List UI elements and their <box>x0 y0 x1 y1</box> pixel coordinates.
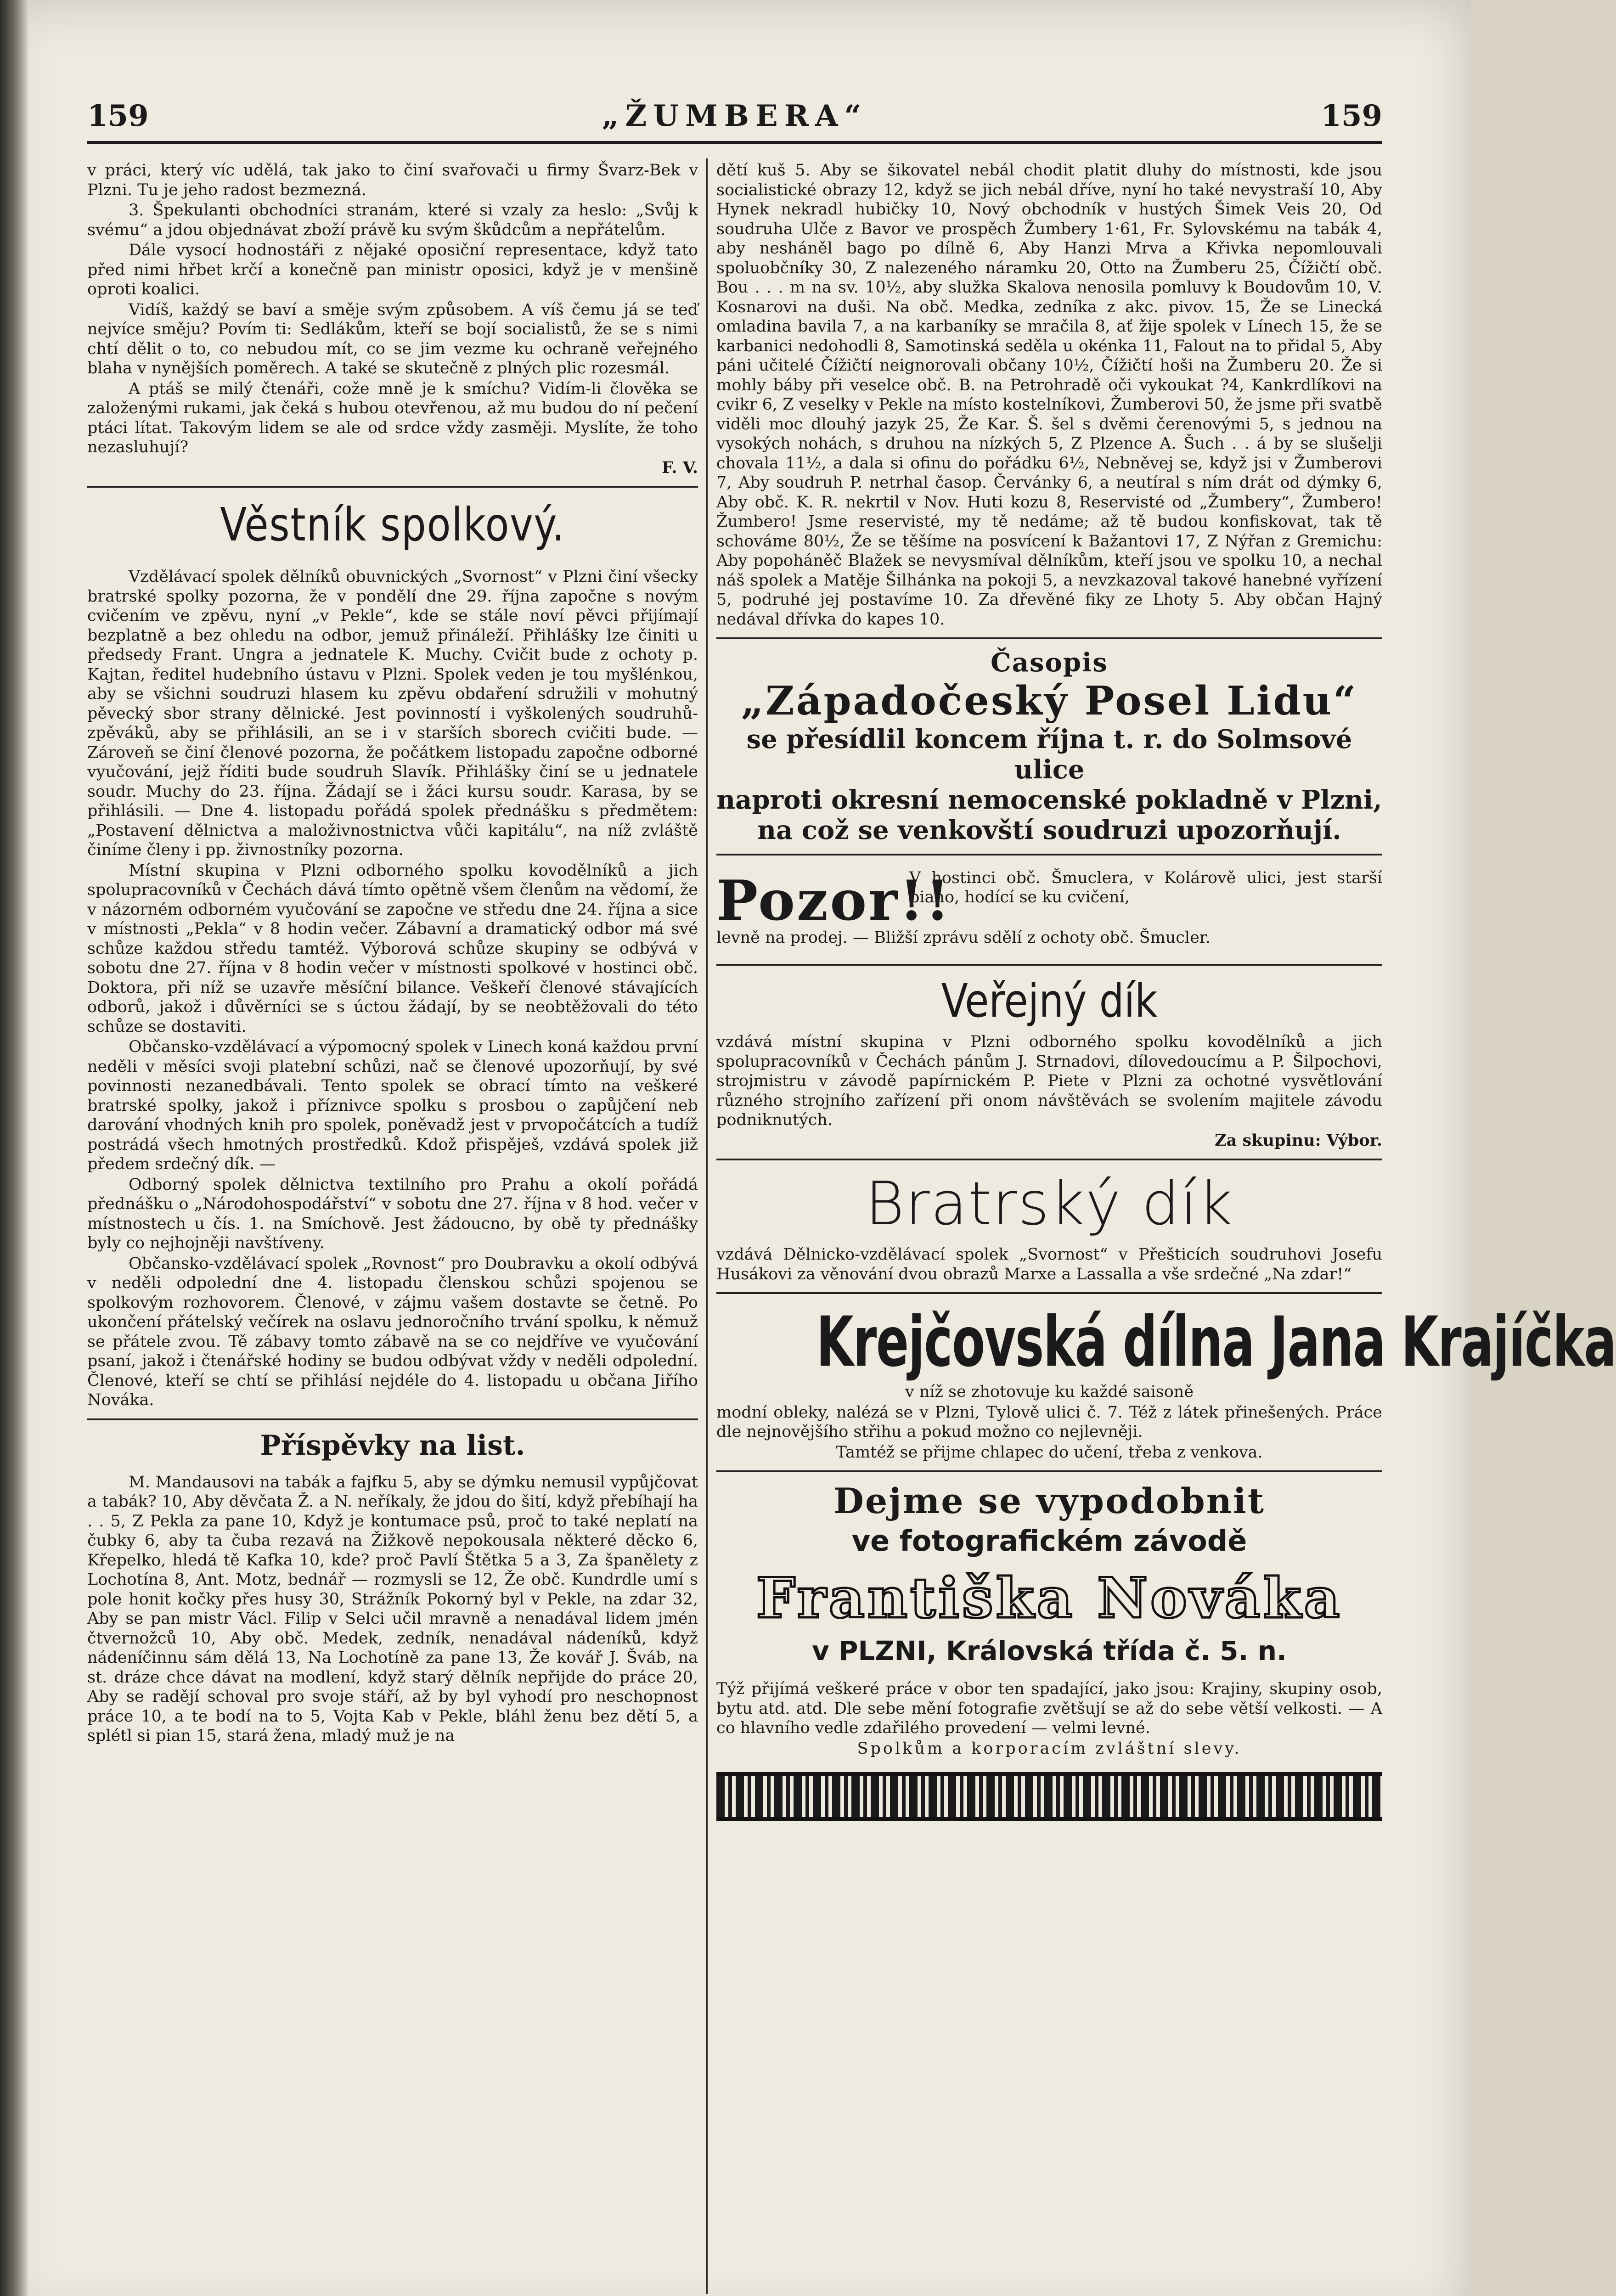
page-number-right: 159 <box>1321 99 1382 133</box>
section-rule <box>716 1159 1382 1160</box>
section-rule <box>716 637 1382 639</box>
page-header <box>87 99 1382 149</box>
section-rule <box>716 1292 1382 1294</box>
intro-paragraph: 3. Špekulanti obchodníci stranám, které si vzaly za heslo: „Svůj k svému“ a jdou objednávat zboží právě ku svým škůdcům a nepřátelům. <box>87 201 698 239</box>
intro-paragraph: A ptáš se milý čtenáři, cože mně je k smíchu? Vidím-li člověka se založenými rukami, jak čeká s hubou otevřenou, až mu budou do ní pečení ptáci lítat. Takovým lidem se ale od srdce vždy zasměji. Myslíte, že toho nezasluhují? <box>87 379 698 456</box>
foto-headline: Dejme se vypodobnit <box>833 1480 1265 1521</box>
casopis-name: „Západočeský Posel Lidu“ <box>741 678 1358 724</box>
casopis-line: naproti okresní nemocenské pokladně v Plzni, <box>716 785 1382 815</box>
column-divider <box>706 158 708 2294</box>
section-rule <box>716 854 1382 855</box>
page-edge-shadow <box>0 0 28 2296</box>
vestnik-item: Místní skupina v Plzni odborného spolku kovodělníků a jich spolupracovníků v Čechách dává tímto opětně všem členům na vědomí, že v názorném odborném vyučování se započne ve středu dne 24. října a sice v místnosti „Pekla“ v 8 hodin večer. Zábavní a dramatický odbor má své schůze každou středu tamtéž. Výborová schůze skupiny se odbývá v sobotu dne 27. října v 8 hodin večer v místnosti spolkové v hostinci obč. Doktora, při níž se uzavře měsíční bilance. Veškeří členové stávajících odborů, jakož i důvěrníci se s úctou žádají, by se neobtěžovali do této schůze se dostaviti. <box>87 861 698 1036</box>
vestnik-item: Občansko-vzdělávací a výpomocný spolek v Linech koná každou první neděli v měsíci svoji platební schůzi, nač se členové upozorňují, by své povinnosti nezanedbávali. Tento spolek se obrací tímto na veškeré bratrské spolky, jakož i příznivce spolku s prosbou o zapůjčení neb darování vhodných knih pro spolek, poněvadž jest v prvopočátcích a tudíž postrádá všech hmotných prostředků. Kdož přispěješ, vzdává spolek již předem srdečný dík. — <box>87 1038 698 1173</box>
foto-text: Týž přijímá veškeré práce v obor ten spadající, jako jsou: Krajiny, skupiny osob, bytu atd. atd. Dle sebe mění fotografie zvětšují se až do sebe větší velkosti. — A co hlavního vedle zdařilého provedení — velmi levné. <box>716 1680 1382 1737</box>
krejcovska-line: Tamtéž se přijme chlapec do učení, třeba z venkova. <box>836 1443 1263 1462</box>
casopis-line: se přesídlil koncem října t. r. do Solmsové ulice <box>746 724 1352 785</box>
vestnik-item: Odborný spolek dělnictva textilního pro Prahu a okolí pořádá přednášku o „Národohospodářství“ v sobotu dne 27. října v 8 hod. večer v místnostech u čís. 1. na Smíchově. Jest žádoucno, by obě ty přednášky byly co nejhojněji navštíveny. <box>87 1175 698 1252</box>
vestnik-item: Vzdělávací spolek dělníků obuvnických „Svornost“ v Plzni činí všecky bratrské spolky pozorna, že v pondělí dne 29. října započne s novým cvičením ve zpěvu, nyní „v Pekle“, kde se stále noví pěvci přijímají bezplatně a bez ohledu na odbor, jemuž přináleží. Přihlášky lze činiti u předsedy Frant. Ungra a jednatele K. Muchy. Cvičit bude z ochoty p. Kajtan, ředitel hudebního ústavu v Plzni. Spolek veden je tou myšlénkou, aby se všichni soudruzi hlasem ku zpěvu obdaření sdružili v mohutný pěvecký sbor strany dělnické. Jest povinností i vyškolených soudruhů-zpěváků, aby se přihlásili, an se i v starších sborech cvičiti bude. — Zároveň se činí členové pozorna, že počátkem listopadu započne odborné vyučování, jejž říditi bude soudruh Slavík. Přihlášky činí se u jednatele soudr. Muchy do 23. října. Žádají se i žáci kursu soudr. Karasa, by se přihlásili. — Dne 4. listopadu pořádá spolek přednášku s předmětem: „Postavení dělnictva a maloživnostnictva vůči kapitálu“, na níž zvláště činíme členy i pp. živnostníky pozorna. <box>87 568 698 859</box>
pozor-text: V hostinci obč. Šmuclera, v Kolárově ulici, jest starší piano, hodící se ku cvičení, <box>909 869 1382 906</box>
foto-studio-name: Františka Nováka <box>756 1566 1343 1631</box>
bratrsky-dik-text: vzdává Dělnicko-vzdělávací spolek „Svornost“ v Přešticích soudruhovi Josefu Husákovi za věnování dvou obrazů Marxe a Lassalla a vše srdečné „Na zdar!“ <box>716 1245 1382 1283</box>
pozor-text-continued: levně na prodej. — Bližší zprávu sdělí z ochoty obč. Šmucler. <box>716 929 1211 947</box>
prispevky-continuation: dětí kuš 5. Aby se šikovatel nebál chodit platit dluhy do místnosti, kde jsou socialistické obrazy 12, když se jich nebál dříve, nyní ho také nevystraší 10, Aby Hynek nekradl hubičky 10, Nový obchodník v hustých Šimek Veis 20, Od soudruha Ulče z Bavor ve prospěch Žumbery 1·61, Fr. Sylovskému na tabák 4, aby nesháněl bago po dílně 6, Aby Hanzi Mrva a Křivka nepomlouvali spoluobčníky 30, Z nalezeného náramku 20, Otto na Žumberu 25, Čížičtí obč. Bou . . . m na sv. 10½, aby služka Skalova nenosila pomluvy k Boudovům 10, V. Kosnarovi na duši. Na obč. Medka, zedníka z akc. pivov. 15, Že se Linecká omladina bavila 7, a na karbaníky se mračila 8, ať žije spolek v Línech 15, že se karbanici nedohodli 8, Samotinská seděla u okénka 11, Falout na to přidal 5, Aby páni učitelé Čížičtí neignorovali občany 10½, Čížičtí hoši na Žumberu 20. Že si mohly báby při veselce obč. B. na Petrohradě oči vykoukat ?4, Kankrdlíkovi na cvikr 6, Z veselky v Pekle na místo kostelníkovi, Žumberovi 50, že jsme při svatbě viděli moc dlouhý jazyk 25, Že Kar. Š. šel s dvěmi čerenovými 5, s jednou na vysokých nohách, s druhou na nízkých 5, Z Plzence A. Šuch . . á by se slušelji chovala 11½, a dala si ofinu do pořádku 6½, Nebněvej se, když jsi v Žumberovi 7, Aby soudruh P. netrhal časop. Červánky 6, a neutíral s ním drát od dýmky 6, Aby obč. K. R. nekrtil v Nov. Huti kozu 8, Reservisté od „Žumbery“, Žumbero! Žumbero! Jsme reservisté, my tě nedáme; až tě budou konfiskovat, tak tě schováme 80½, Že se těšíme na posvícení k Bažantovi 17, Z Nýřan z Gremichu: Aby popoháněč Blažek se nevysmíval dělníkům, kteří jsou ve spolku 10, a nechal náš spolek a Matěje Šilhánka na pokoji 5, a nevzkazoval takové hanebné vyřízení 5, podruhé jej postavíme 10. Za dřevěné fiky ze Lhoty 5. Aby občan Hajný nedával dřívka do kapes 10. <box>716 161 1382 629</box>
section-rule <box>87 1418 698 1420</box>
verejny-dik-heading: Veřejný dík <box>941 974 1158 1028</box>
intro-paragraph: Vidíš, každý se baví a směje svým způsobem. A víš čemu já se teď nejvíce směju? Povím ti: Sedlákům, kteří se bojí socialistů, že se s nimi chtí dělit o to, co nebudou mít, co se jim vezme ku ochraně veřejného blaha v nynějších poměrech. A také se skutečně z plných plic rozesmál. <box>87 300 698 377</box>
section-rule <box>716 1470 1382 1472</box>
verejny-dik-sign: Za skupinu: Výbor. <box>1215 1131 1382 1150</box>
krejcovska-text: modní obleky, nalézá se v Plzni, Tylově ulici č. 7. Též z látek přinešených. Práce dle nejnovějšího střihu a pokud možno co nejlevněji. <box>716 1403 1382 1441</box>
prispevky-text: M. Mandausovi na tabák a fajfku 5, aby se dýmku nemusil vypůjčovat a tabák? 10, Aby děvčata Ž. a N. neříkaly, že jdou do šití, když přebíhají ha . . 5, Z Pekla za pane 10, Když je kontumace psů, proč to také neplatí na čubky 6, aby ta čuba rezavá na Žižkově nepokousala některé děcko 6, Křepelko, hledá tě Kafka 10, kde? proč Pavlí Štětka 5 a 3, Za španělety z Lochotína 8, Ant. Motz, bednář — rozmysli se 12, Že obč. Kundrdle umí s pole honit kočky přes husy 30, Strážník Pokorný byl v Pekle, na zdar 32, Aby se pan mistr Václ. Filip v Selci učil mravně a nenadával lidem jmén čtvernožců 10, Aby obč. Medek, zedník, nenadával nádeníků, když nádeníčinnu sám dělá 13, Na Lochotíně za pane 13, Že kovář J. Šváb, na st. dráze chce dávat na modlení, když starý dělník nepřijde do práce 20, Aby se radějí schoval pro svoje stáří, až by byl vyhodí pro neschopnost práce 10, a te bodí na to 5, Vojta Kab v Pekle, bláhl ženu bez dětí 5, a splétl si pian 15, stará žena, mladý muž je na <box>87 1473 698 1745</box>
header-rule <box>87 141 1382 144</box>
casopis-ad <box>716 647 1382 845</box>
krejcovska-line: v níž se zhotovuje ku každé saisoně <box>905 1383 1194 1401</box>
verejny-dik-text: vzdává místní skupina v Plzni odborného spolku kovodělníků a jich spolupracovníků v Čechách pánům J. Strnadovi, dílovedoucímu a P. Šilpochovi, strojmistru v závodě papírnickém P. Piete v Plzni za ochotné vysvětlování různého strojního zařízení při onom návštěvách se svolením majitele závodu podniknutých. <box>716 1033 1382 1129</box>
section-rule <box>87 486 698 488</box>
vestnik-item: Občansko-vzdělávací spolek „Rovnost“ pro Doubravku a okolí odbývá v neděli odpolední dne 4. listopadu členskou schůzi spojenou se spolkovým rozhovorem. Členové, v zájmu vašem dostavte se četně. Po ukončení přátelský večírek na oslavu jednoročního trvání spolku, k němuž se přátele zvou. Tě zábavy tomto zábavě na se co nejdříve ve vyučování psaní, jakož i čtenářské hodiny se budou odbývat vždy v neděli odpolední. Členové, kteří se chtí se přihlásí nejdéle do 4. listopadu u občana Jiřího Nováka. <box>87 1254 698 1409</box>
article-signature: F. V. <box>662 458 698 477</box>
decorative-border <box>716 1772 1382 1821</box>
pozor-ad <box>716 864 1382 956</box>
foto-slevy: Spolkům a korporacím zvláštní slevy. <box>857 1739 1242 1758</box>
intro-paragraph: v práci, který víc udělá, tak jako to činí svařovači u firmy Švarz-Bek v Plzni. Tu je jeho radost bezmezná. <box>87 161 698 199</box>
krejcovska-heading: Krejčovská dílna Jana Krajíčka <box>816 1302 1616 1382</box>
left-column <box>87 161 698 2291</box>
section-rule <box>716 964 1382 966</box>
right-column <box>716 161 1616 2291</box>
page-number-left: 159 <box>87 99 149 133</box>
pozor-word: Pozor!! <box>716 868 952 933</box>
vestnik-heading: Věstník spolkový. <box>220 498 565 551</box>
casopis-line: na což se venkovští soudruzi upozorňují. <box>757 815 1341 845</box>
casopis-label: Časopis <box>991 647 1108 678</box>
foto-address: v PLZNI, Královská třída č. 5. n. <box>811 1635 1287 1666</box>
prispevky-heading: Příspěvky na list. <box>260 1429 525 1462</box>
masthead-title: „ŽUMBERA“ <box>602 99 868 133</box>
foto-subhead: ve fotografickém závodě <box>851 1524 1247 1558</box>
bratrsky-dik-heading: Bratrský dík <box>865 1169 1233 1238</box>
intro-paragraph: Dále vysocí hodnostáři z nějaké oposiční representace, když tato před nimi hřbet krčí a konečně pan ministr oposici, když je v menšině oproti koalici. <box>87 241 698 298</box>
